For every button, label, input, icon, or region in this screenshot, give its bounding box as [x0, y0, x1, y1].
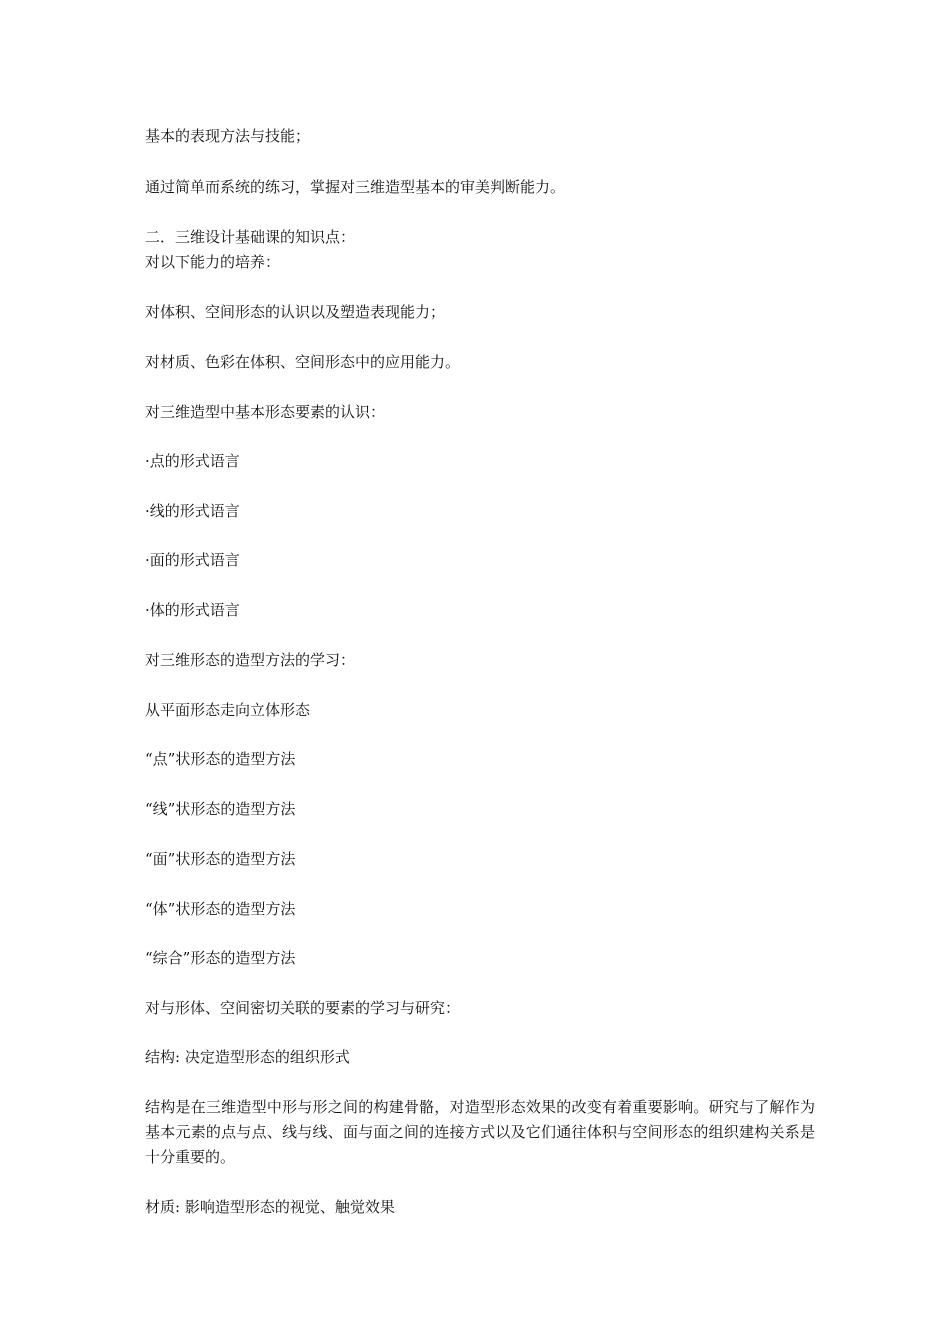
list-item-volume-method: “体”状形态的造型方法 [145, 900, 296, 918]
list-item-plane: ·面的形式语言 [145, 551, 240, 569]
text-line-basic-skills: 基本的表现方法与技能； [145, 127, 311, 145]
text-line-practice: 通过简单而系统的练习，掌握对三维造型基本的审美判断能力。 [145, 178, 566, 196]
list-item-composite-method: “综合”形态的造型方法 [145, 949, 296, 967]
list-item-line-method: “线”状形态的造型方法 [145, 800, 296, 818]
list-item-volume: ·体的形式语言 [145, 601, 240, 619]
paragraph-structure: 结构是在三维造型中形与形之间的构建骨骼，对造型形态效果的改变有着重要影响。研究与了解作为基本元素的点与点、线与线、面与面之间的连接方式以及它们通往体积与空间形态的组织建构关系是十分重要的。 [145, 1098, 815, 1166]
list-item-plane-to-solid: 从平面形态走向立体形态 [145, 701, 311, 719]
text-line-modeling-methods: 对三维形态的造型方法的学习： [145, 651, 356, 669]
list-item-plane-method: “面”状形态的造型方法 [145, 850, 296, 868]
list-item-point-method: “点”状形态的造型方法 [145, 750, 296, 768]
text-line-structure-heading: 结构: 决定造型形态的组织形式 [145, 1048, 350, 1066]
text-line-material-heading: 材质: 影响造型形态的视觉、触觉效果 [145, 1198, 395, 1216]
text-line-material-color: 对材质、色彩在体积、空间形态中的应用能力。 [145, 353, 461, 371]
section-heading-knowledge-points: 二．三维设计基础课的知识点： [145, 228, 356, 246]
text-line-basic-elements: 对三维造型中基本形态要素的认识： [145, 403, 386, 421]
list-item-line: ·线的形式语言 [145, 502, 240, 520]
text-line-abilities: 对以下能力的培养： [145, 253, 281, 271]
text-line-volume-space: 对体积、空间形态的认识以及塑造表现能力； [145, 303, 446, 321]
list-item-point: ·点的形式语言 [145, 452, 240, 470]
text-line-related-elements: 对与形体、空间密切关联的要素的学习与研究： [145, 999, 461, 1017]
